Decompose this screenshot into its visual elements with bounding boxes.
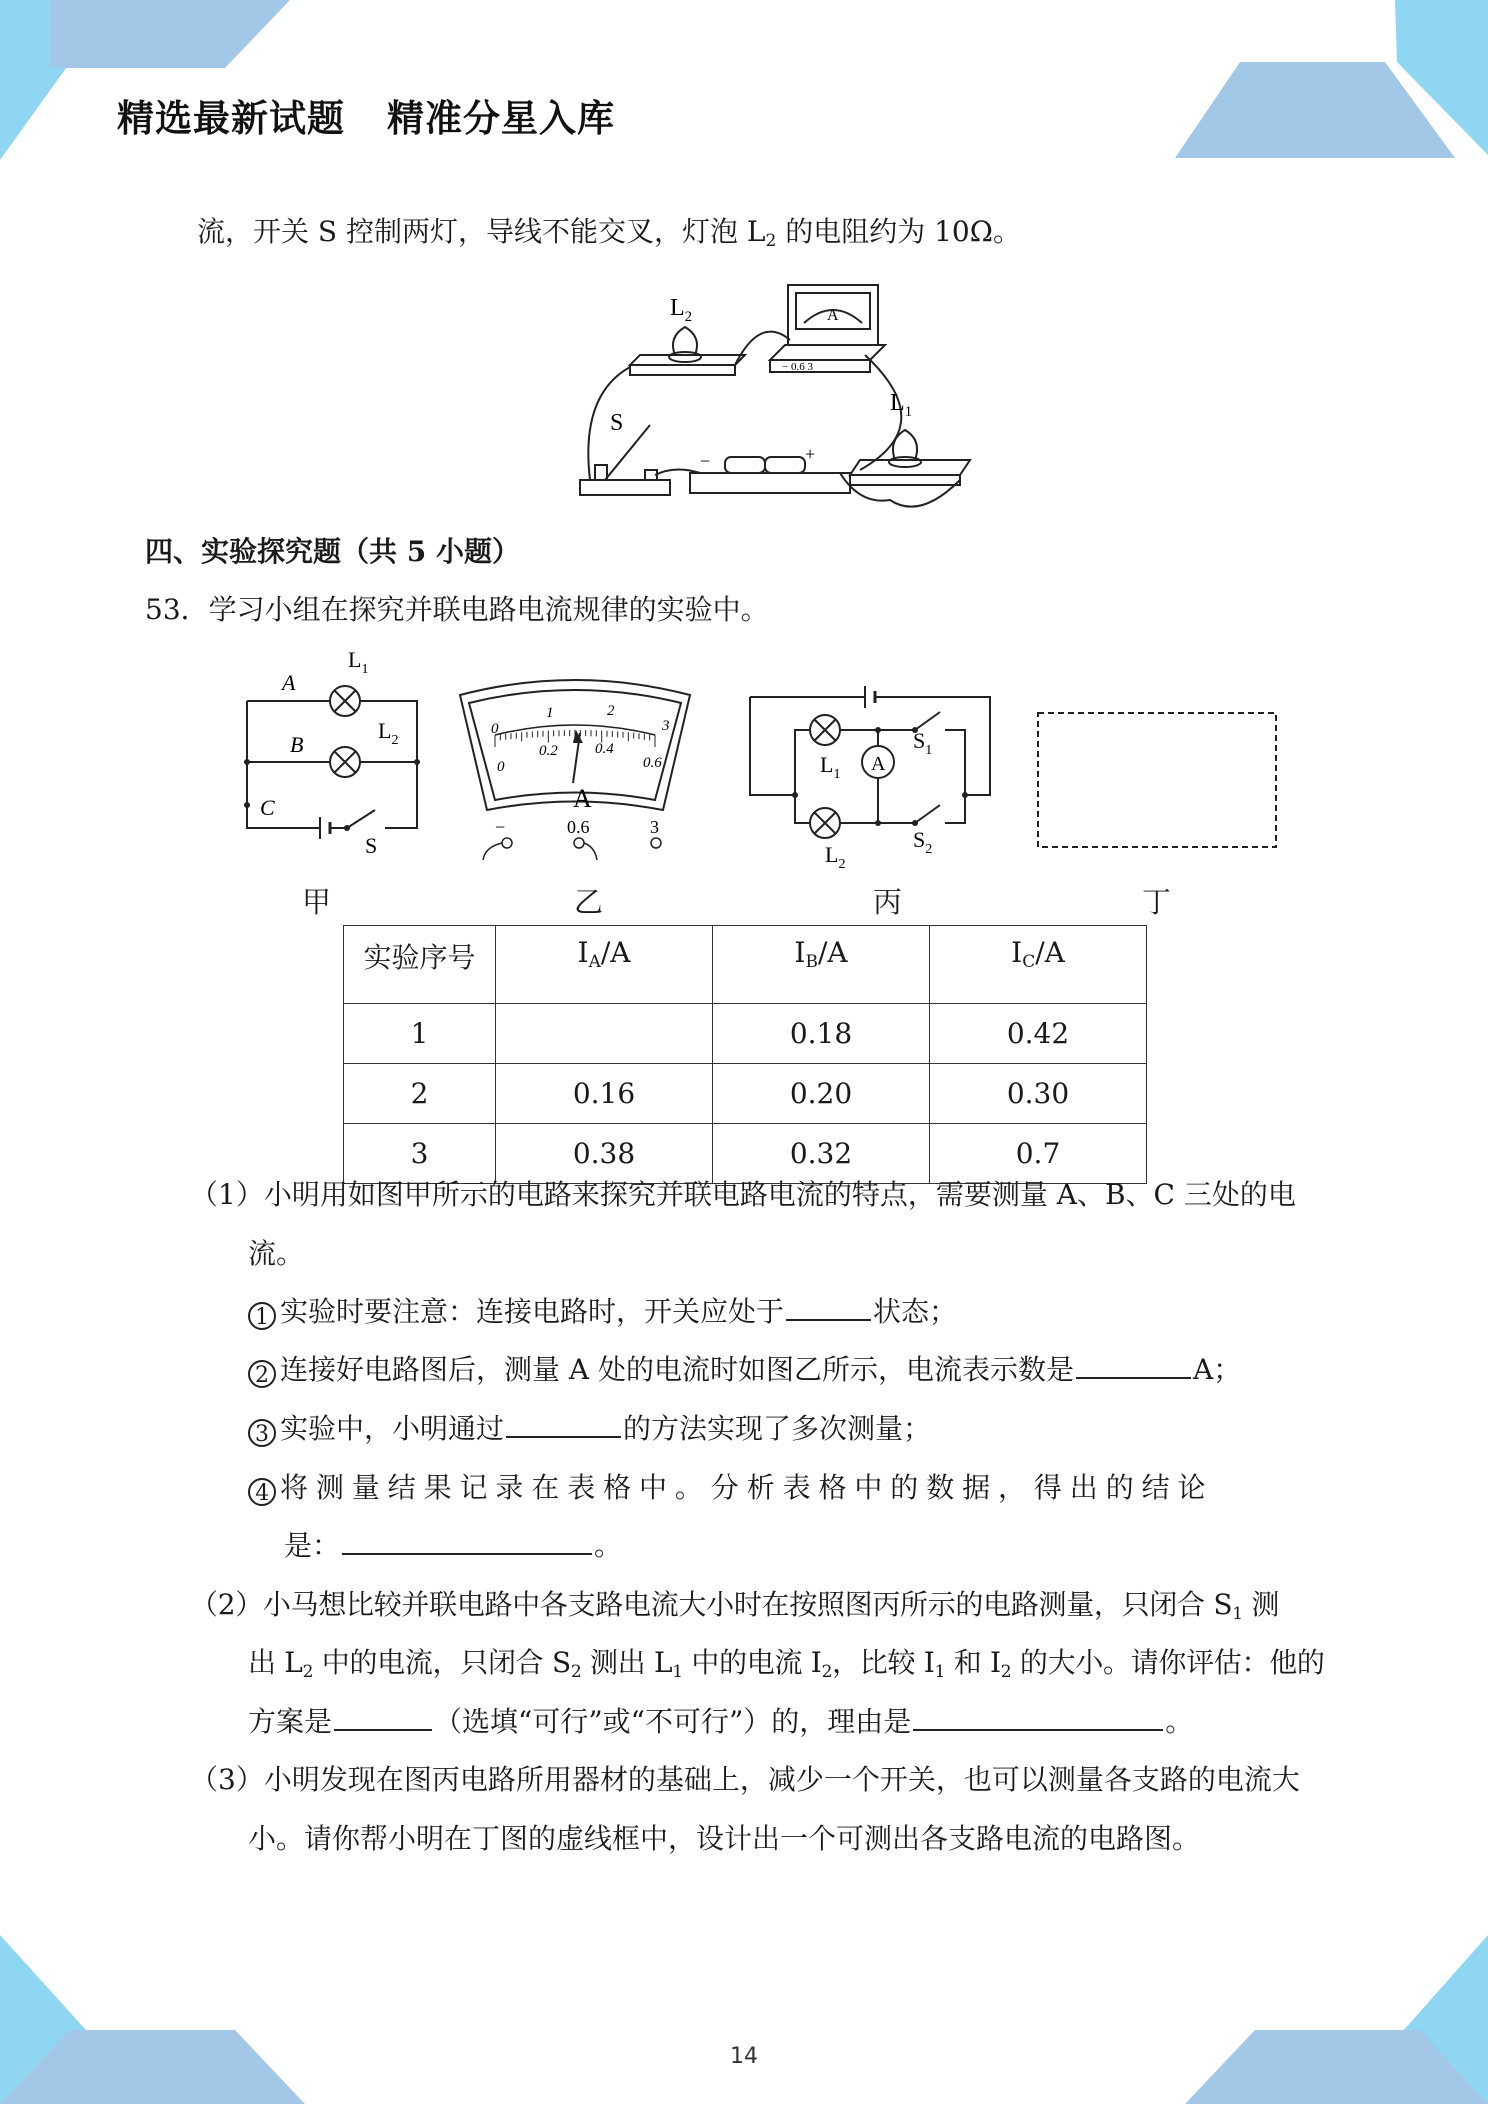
answer-blank[interactable] bbox=[342, 1527, 592, 1555]
table-cell: 0.7 bbox=[930, 1124, 1147, 1184]
table-header-cell: $I_C/A$ bbox=[930, 926, 1147, 1004]
part1-item4: 4 将 测 量 结 果 记 录 在 表 格 中 。 分 析 表 格 中 的 数 据 ， 得 出 的 结 论 bbox=[248, 1468, 1205, 1508]
table-cell: 0.42 bbox=[930, 1004, 1147, 1064]
yi-bottom-tick-0: 0 bbox=[497, 759, 505, 775]
battery-plus: + bbox=[805, 444, 816, 464]
table-cell: 0.18 bbox=[713, 1004, 930, 1064]
table-cell: 0.32 bbox=[713, 1124, 930, 1184]
table-cell: 0.16 bbox=[496, 1064, 713, 1124]
table-cell: 1 bbox=[344, 1004, 496, 1064]
intro-line: 流，开关 S 控制两灯，导线不能交叉，灯泡 $L_2$ 的电阻约为 10Ω。 bbox=[197, 215, 1021, 251]
data-table bbox=[343, 925, 1147, 1184]
bing-label-s2: $S_2$ bbox=[913, 827, 933, 857]
deco-top-left-band bbox=[50, 0, 290, 68]
answer-blank[interactable] bbox=[1076, 1351, 1191, 1379]
item-number-circle: 3 bbox=[248, 1419, 276, 1447]
jia-point-a: A bbox=[282, 670, 296, 695]
bing-label-l1: $L_1$ bbox=[820, 752, 841, 782]
yi-bottom-tick-2: 0.4 bbox=[595, 741, 614, 757]
yi-top-tick-2: 2 bbox=[607, 703, 615, 719]
table-header-row bbox=[344, 926, 1147, 1004]
question-stem: 53．学习小组在探究并联电路电流规律的实验中。 bbox=[145, 593, 769, 626]
l2-board-top bbox=[630, 355, 745, 365]
yi-terminal-06: 0.6 bbox=[567, 817, 590, 837]
caption-bing: 丙 bbox=[873, 885, 903, 919]
figure-jia bbox=[235, 645, 435, 865]
label-s: S bbox=[610, 410, 624, 436]
table-cell: 2 bbox=[344, 1064, 496, 1124]
apparatus-figure bbox=[560, 275, 980, 520]
yi-unit: A bbox=[573, 784, 592, 813]
part2-line2: 出 $L_2$ 中的电流，只闭合 $S_2$ 测出 $L_1$ 中的电流 $I_2$，比较 $I_1$ 和 $I_2$ 的大小。请你评估：他的 bbox=[248, 1646, 1325, 1682]
jia-label-l2: $L_2$ bbox=[378, 718, 399, 748]
page-number: 14 bbox=[730, 2044, 758, 2069]
part1-item1: 1 实验时要注意：连接电路时，开关应处于 状态； bbox=[248, 1292, 957, 1332]
jia-label-l1: $L_1$ bbox=[348, 647, 369, 677]
question-number: 53． bbox=[145, 593, 209, 626]
part1-line1: （1）小明用如图甲所示的电路来探究并联电路电流的特点，需要测量 A、B、C 三处的电 bbox=[190, 1178, 1296, 1211]
bing-label-s1: $S_1$ bbox=[913, 728, 933, 758]
part2-line1: （2）小马想比较并联电路中各支路电流大小时在按照图丙所示的电路测量，只闭合 $S_1$ 测 bbox=[190, 1588, 1280, 1624]
jia-point-b: B bbox=[290, 732, 304, 757]
figure-bing bbox=[745, 680, 1000, 880]
yi-terminal-minus: − bbox=[495, 817, 506, 837]
figure-ding-box bbox=[1035, 710, 1280, 850]
battery-minus: − bbox=[700, 451, 711, 471]
meter-terminals: − 0.6 3 bbox=[782, 361, 813, 373]
table-header-cell: 实验序号 bbox=[344, 926, 496, 1004]
part1-line2: 流。 bbox=[248, 1237, 305, 1270]
table-cell: 0.30 bbox=[930, 1064, 1147, 1124]
answer-blank[interactable] bbox=[334, 1703, 432, 1731]
answer-blank[interactable] bbox=[506, 1410, 621, 1438]
label-l1: $L_1$ bbox=[890, 390, 913, 420]
table-header-cell: $I_A/A$ bbox=[496, 926, 713, 1004]
item-number-circle: 4 bbox=[248, 1478, 276, 1506]
part1-item4-cont: 是： 。 bbox=[284, 1529, 623, 1562]
part3-line1: （3）小明发现在图丙电路所用器材的基础上，减少一个开关，也可以测量各支路的电流大 bbox=[190, 1763, 1300, 1796]
header-title-right: 精准分星入库 bbox=[387, 97, 615, 140]
bing-meter: A bbox=[871, 753, 886, 775]
header-title bbox=[117, 88, 615, 142]
section-title: 四、实验探究题（共 5 小题） bbox=[145, 535, 520, 568]
part2-line3: 方案是 （选填“可行”或“不可行”）的，理由是 。 bbox=[248, 1705, 1194, 1738]
jia-label-s: S bbox=[365, 833, 378, 858]
answer-blank[interactable] bbox=[913, 1703, 1163, 1731]
yi-top-tick-0: 0 bbox=[491, 721, 499, 737]
caption-yi: 乙 bbox=[574, 885, 604, 919]
yi-terminal-3: 3 bbox=[650, 817, 659, 837]
yi-bottom-tick-3: 0.6 bbox=[643, 755, 662, 771]
table-row bbox=[344, 1064, 1147, 1124]
caption-ding: 丁 bbox=[1142, 885, 1172, 919]
yi-bottom-tick-1: 0.2 bbox=[539, 743, 558, 759]
table-cell: 0.38 bbox=[496, 1124, 713, 1184]
table-cell: 0.20 bbox=[713, 1064, 930, 1124]
header-title-left: 精选最新试题 bbox=[117, 97, 345, 140]
yi-top-tick-3: 3 bbox=[662, 718, 670, 734]
part1-item2: 2 连接好电路图后，测量 A 处的电流时如图乙所示，电流表示数是 A； bbox=[248, 1350, 1241, 1390]
part3-line2: 小。请你帮小明在丁图的虚线框中，设计出一个可测出各支路电流的电路图。 bbox=[248, 1822, 1201, 1855]
table-row bbox=[344, 1004, 1147, 1064]
part1-item3: 3 实验中，小明通过 的方法实现了多次测量； bbox=[248, 1409, 931, 1449]
table-cell bbox=[496, 1004, 713, 1064]
bing-label-l2: $L_2$ bbox=[825, 842, 846, 872]
jia-point-c: C bbox=[260, 795, 275, 820]
table-header-cell: $I_B/A$ bbox=[713, 926, 930, 1004]
answer-blank[interactable] bbox=[786, 1293, 871, 1321]
meter-label: A bbox=[827, 307, 839, 324]
caption-jia: 甲 bbox=[302, 885, 332, 919]
figure-yi bbox=[455, 675, 695, 860]
item-number-circle: 2 bbox=[248, 1360, 276, 1388]
item-number-circle: 1 bbox=[248, 1302, 276, 1330]
table-cell: 3 bbox=[344, 1124, 496, 1184]
label-l2: $L_2$ bbox=[670, 295, 693, 325]
yi-top-tick-1: 1 bbox=[546, 705, 554, 721]
